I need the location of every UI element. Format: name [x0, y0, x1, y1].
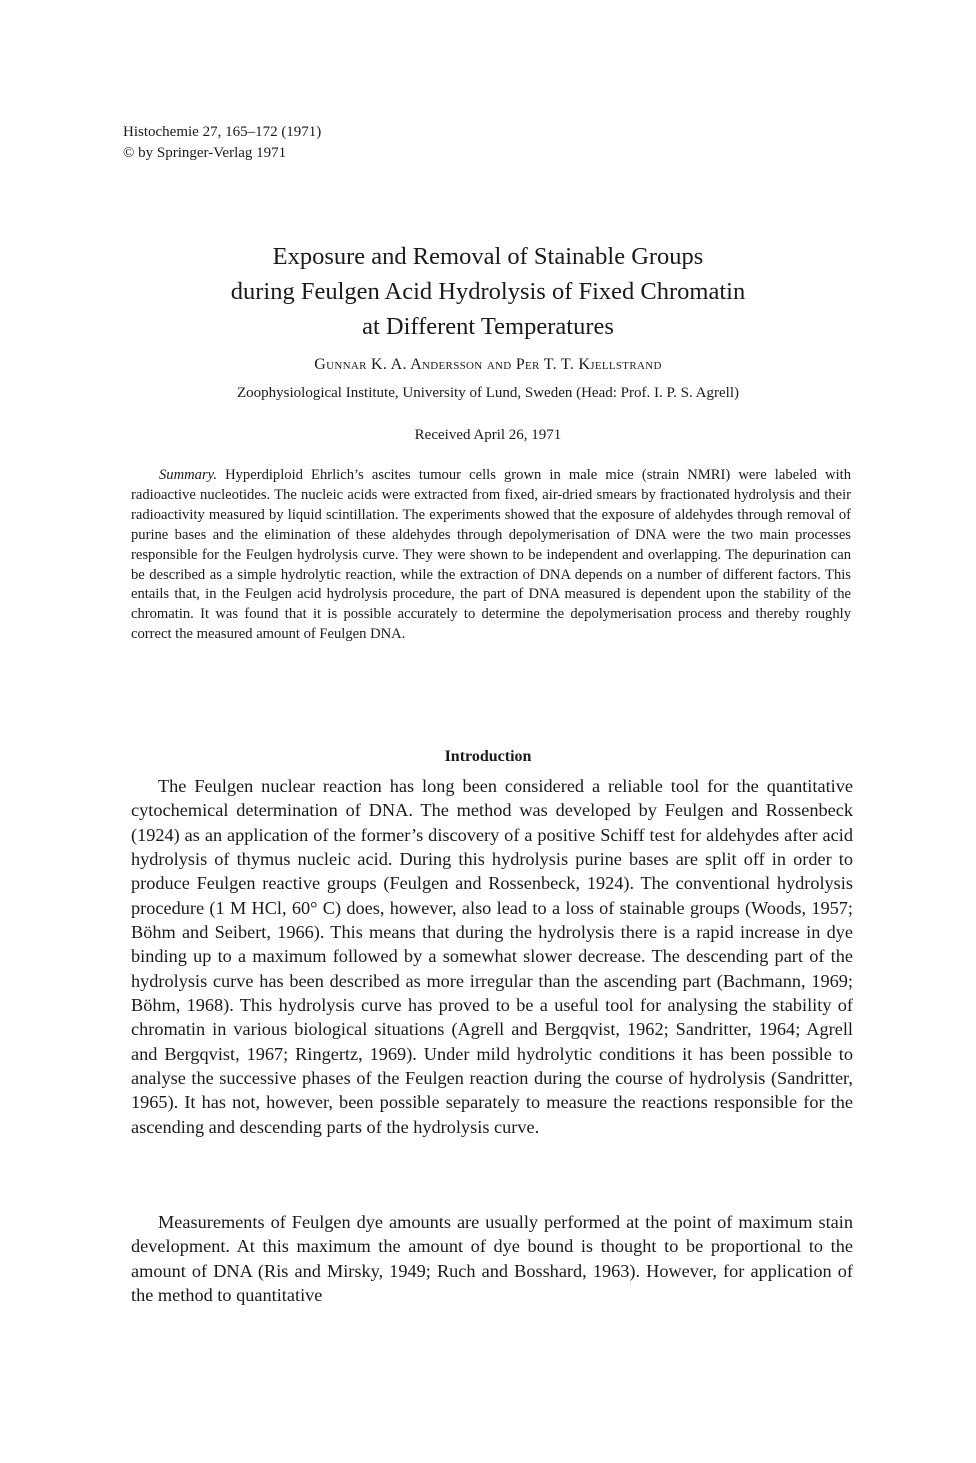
intro-paragraph-1: The Feulgen nuclear reaction has long been considered a reliable tool for the quantitative cytochemical determination of DNA. The method was developed by Feulgen and Rossenbeck (1924) as an application of the former’s discovery of a positive Schiff test for aldehydes after acid hydrolysis of thymus nucleic acid. During this hydrolysis purine bases are split off in order to produce Feulgen reactive groups (Feulgen and Rossenbeck, 1924). The conventional hydrolysis procedure (1 M HCl, 60° C) does, however, also lead to a loss of stainable groups (Woods, 1957; Böhm and Seibert, 1966). This means that during the hydrolysis there is a rapid increase in dye binding up to a maximum followed by a somewhat slower decrease. The descending part of the hydrolysis curve has been described as more irregular than the ascending part (Bachmann, 1969; Böhm, 1968). This hydrolysis curve has proved to be a useful tool for analysing the stability of chromatin in various biological situations (Agrell and Bergqvist, 1962; Sandritter, 1964; Agrell and Bergqvist, 1967; Ringertz, 1969). Under mild hydrolytic conditions it has been possible to analyse the successive phases of the Feulgen reaction during the course of hydrolysis (Sandritter, 1965). It has not, however, been possible separately to measure the reactions responsible for the ascending and descending parts of the hydrolysis curve.: [131, 776, 853, 1137]
summary-text: Hyperdiploid Ehrlich’s ascites tumour cells grown in male mice (strain NMRI) were labeled with radioactive nucleotides. The nucleic acids were extracted from fixed, air-dried smears by fractionated hydrolysis and their radioactivity measured by liquid scintillation. The experiments showed that the exposure of aldehydes through removal of purine bases and the elimination of these aldehydes through depolymerisation of DNA were the two main processes responsible for the Feulgen hydrolysis curve. They were shown to be independent and overlapping. The depurination can be described as a simple hydrolytic reaction, while the extraction of DNA depends on a number of different factors. This entails that, in the Feulgen acid hydrolysis procedure, the part of DNA measured is dependent upon the stability of the chromatin. It was found that it is possible accurately to determine the depolymerisation process and thereby roughly correct the measured amount of Feulgen DNA.: [131, 467, 851, 643]
received-date: Received April 26, 1971: [414, 427, 562, 443]
article-title: [120, 239, 856, 344]
author-list: Gunnar K. A. Andersson and Per T. T. Kjellstrand: [314, 356, 662, 373]
summary-abstract: [131, 466, 851, 645]
copyright-notice: © by Springer-Verlag 1971: [123, 145, 287, 161]
title-line-3: at Different Temperatures: [362, 313, 614, 340]
journal-citation: Histochemie 27, 165–172 (1971): [123, 124, 322, 140]
affiliation: Zoophysiological Institute, University of Lund, Sweden (Head: Prof. I. P. S. Agrell): [236, 385, 740, 401]
title-line-2: during Feulgen Acid Hydrolysis of Fixed Chromatin: [230, 278, 746, 305]
journal-header: [123, 122, 321, 164]
summary-label: Summary.: [159, 467, 217, 483]
intro-paragraph-2: Measurements of Feulgen dye amounts are usually performed at the point of maximum stain development. At this maximum the amount of dye bound is thought to be proportional to the amount of DNA (Ris and Mirsky, 1949; Ruch and Bosshard, 1963). However, for application of the method to quantitative: [131, 1212, 853, 1306]
title-line-1: Exposure and Removal of Stainable Groups: [272, 243, 704, 270]
section-heading-introduction: Introduction: [444, 748, 532, 765]
